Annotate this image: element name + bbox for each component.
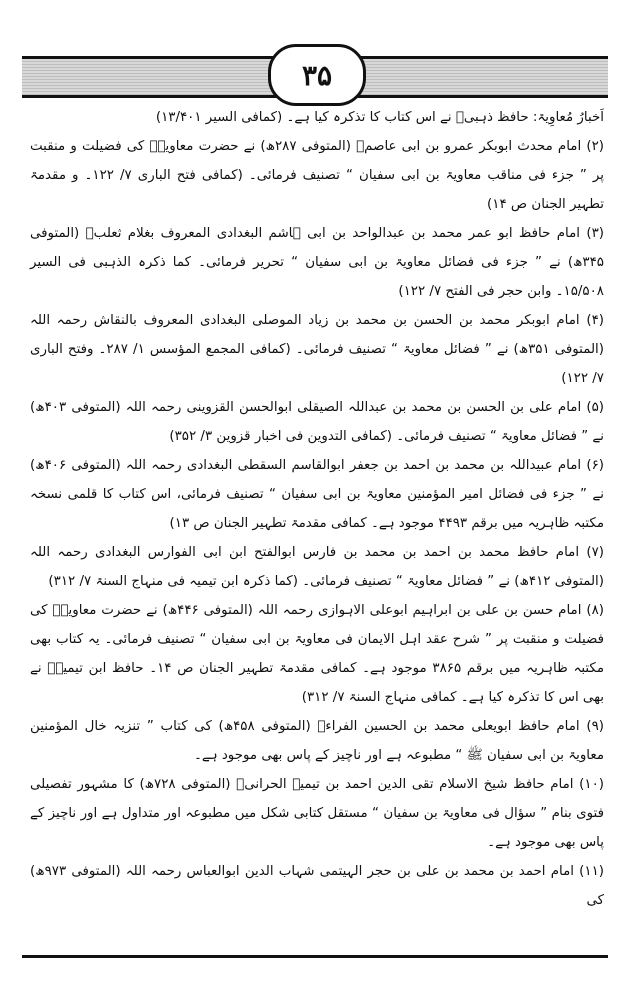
paragraph-item-6: (۶) امام عبیداللہ بن محمد بن احمد بن جعفر ابوالقاسم السقطی البغدادی رحمہ اللہ (المتوفی ۴۰۶ھ) نے ” جزء فی فضائل امیر المؤمنین معاویۃ بن ابی سفیان “ تصنیف فرمائی، اس کتاب کا قلمی نسخہ مکتبہ ظاہریہ میں برقم ۴۴۹۳ موجود ہے۔ کمافی مقدمۃ تطہیر الجنان ص ۱۳): [30, 458, 604, 531]
paragraph-item-11: (۱۱) امام احمد بن محمد بن علی بن حجر الہیتمی شہاب الدین ابوالعباس رحمہ اللہ (المتوفی ۹۷۳ھ) کی: [30, 864, 604, 908]
page-number: ۳۵: [268, 44, 366, 106]
paragraph-item-8: (۸) امام حسن بن علی بن ابراہیم ابوعلی الاہوازی رحمہ اللہ (المتوفی ۴۴۶ھ) نے حضرت معاویہؓ کی فضیلت و منقبت پر ” شرح عقد اہل الایمان فی معاویۃ بن ابی سفیان “ تصنیف فرمائی۔ یہ کتاب بھی مکتبہ ظاہریہ میں برقم ۳۸۶۵ موجود ہے۔ کمافی مقدمۃ تطہیر الجنان ص ۱۴۔ حافظ ابن تیمیہؒ نے بھی اس کا تذکرہ کیا ہے۔ کمافی منہاج السنۃ ۷/ ۳۱۲): [30, 603, 604, 705]
paragraph-item-10: (۱۰) امام حافظ شیخ الاسلام تقی الدین احمد بن تیمیہ الحرانیؒ (المتوفی ۷۲۸ھ) کا مشہور تفصیلی فتوی بنام ” سؤال فی معاویۃ بن سفیان “ مستقل کتابی شکل میں مطبوعہ اور متداول ہے اور ناچیز کے پاس بھی موجود ہے۔: [30, 777, 604, 850]
paragraph-item-2: (۲) امام محدث ابوبکر عمرو بن ابی عاصمؒ (المتوفی ۲۸۷ھ) نے حضرت معاویہؓ کی فضیلت و منقبت پر ” جزء فی مناقب معاویۃ بن ابی سفیان “ تصنیف فرمائی۔ (کمافی فتح الباری ۷/ ۱۲۲۔ و مقدمۃ تطہیر الجنان ص ۱۴): [30, 139, 604, 212]
paragraph-intro: اَخبارُ مُعاوِیۃ: حافظ ذہبیؒ نے اس کتاب کا تذکرہ کیا ہے۔ (کمافی السیر ۱۳/۴۰۱): [155, 110, 604, 125]
paragraph-item-5: (۵) امام علی بن الحسن بن محمد بن عبداللہ الصیقلی ابوالحسن القزوینی رحمہ اللہ (المتوفی ۴۰۳ھ) نے ” فضائل معاویۃ “ تصنیف فرمائی۔ (کمافی التدوین فی اخبار قزوین ۳/ ۳۵۲): [30, 400, 604, 444]
paragraph-item-7: (۷) امام حافظ محمد بن احمد بن محمد بن فارس ابوالفتح ابن ابی الفوارس البغدادی رحمہ اللہ (المتوفی ۴۱۲ھ) نے ” فضائل معاویۃ “ تصنیف فرمائی۔ (کما ذکرہ ابن تیمیہ فی منہاج السنۃ ۷/ ۳۱۲): [30, 545, 604, 589]
footer-rule: [22, 955, 608, 958]
paragraph-item-4: (۴) امام ابوبکر محمد بن الحسن بن محمد بن زیاد الموصلی البغدادی المعروف بالنقاش رحمہ اللہ (المتوفی ۳۵۱ھ) نے ” فضائل معاویۃ “ تصنیف فرمائی۔ (کمافی المجمع المؤسس ۱/ ۲۸۷۔ وفتح الباری ۷/ ۱۲۲): [30, 313, 604, 386]
paragraph-item-3: (۳) امام حافظ ابو عمر محمد بن عبدالواحد بن ابی ہاشم البغدادی المعروف بغلام ثعلبؒ (المتوفی ۳۴۵ھ) نے ” جزء فی فضائل معاویۃ بن ابی سفیان “ تحریر فرمائی۔ کما ذکرہ الذہبی فی السیر ۱۵/۵۰۸۔ وابن حجر فی الفتح ۷/ ۱۲۲): [30, 226, 604, 299]
page-body: [30, 103, 604, 915]
paragraph-item-9: (۹) امام حافظ ابویعلی محمد بن الحسین الفراءؒ (المتوفی ۴۵۸ھ) کی کتاب ” تنزیہ خال المؤمنین معاویۃ بن ابی سفیان ﷺ “ مطبوعہ ہے اور ناچیز کے پاس بھی موجود ہے۔: [30, 719, 604, 763]
